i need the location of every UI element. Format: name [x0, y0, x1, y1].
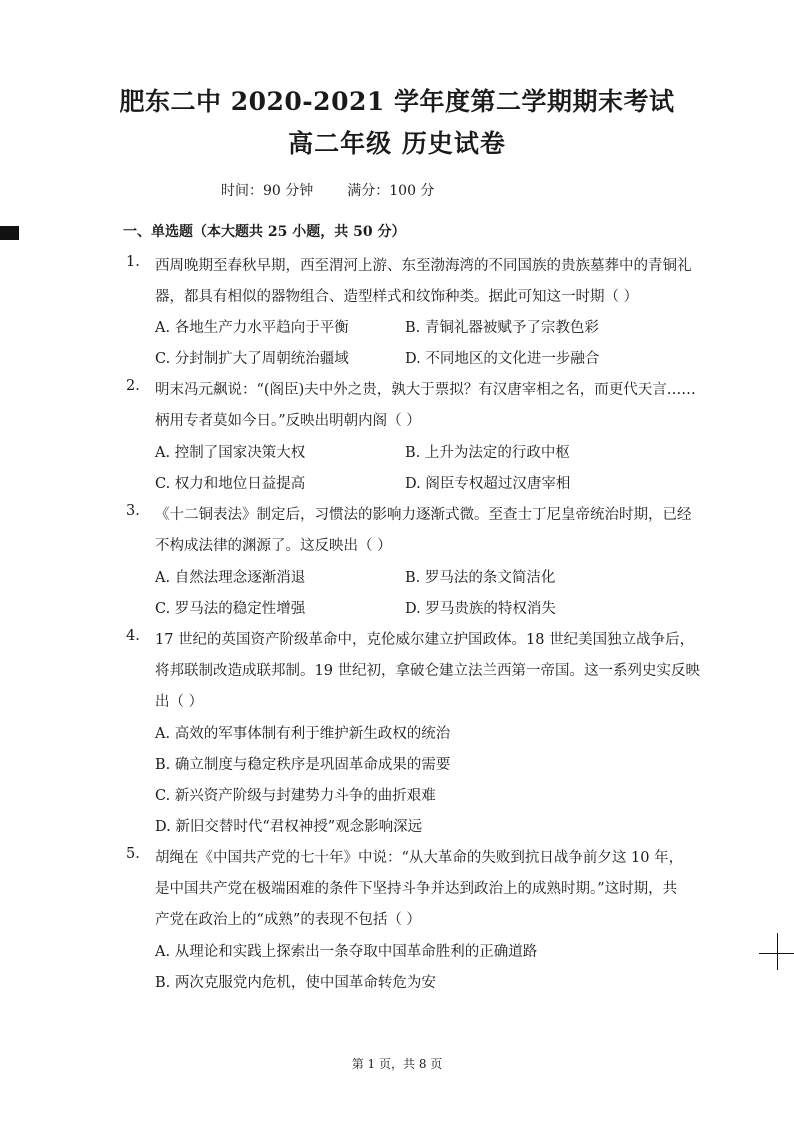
question-3-number: 3.: [126, 503, 140, 519]
question-3-option-a: A. 自然法理念逐渐消退: [155, 570, 306, 586]
crop-mark-vertical: [777, 933, 778, 970]
question-1-option-d: D. 不同地区的文化进一步融合: [405, 351, 600, 367]
question-2-number: 2.: [126, 378, 140, 394]
question-1-number: 1.: [126, 254, 140, 270]
question-4-line-3: 出（ ）: [155, 694, 204, 710]
question-2-line-1: 明末冯元飙说：“(阁臣)夫中外之贵，孰大于票拟？有汉唐宰相之名，而更代天言……: [155, 382, 696, 398]
question-3-option-c: C. 罗马法的稳定性增强: [155, 601, 306, 617]
question-4-number: 4.: [126, 628, 140, 644]
question-2-option-b: B. 上升为法定的行政中枢: [405, 445, 570, 461]
question-3-option-d: D. 罗马贵族的特权消失: [405, 601, 556, 617]
question-4-line-2: 将邦联制改造成联邦制。19 世纪初，拿破仑建立法兰西第一帝国。这一系列史实反映: [155, 663, 701, 679]
question-1-option-a: A. 各地生产力水平趋向于平衡: [155, 320, 349, 336]
question-5-option-a: A. 从理论和实践上探索出一条夺取中国革命胜利的正确道路: [155, 944, 538, 960]
question-5-number: 5.: [126, 846, 140, 862]
page-edge-marker: [0, 226, 19, 240]
section-heading: 一、单选题（本大题共 25 小题，共 50 分）: [123, 224, 406, 240]
question-4-option-b: B. 确立制度与稳定秩序是巩固革命成果的需要: [155, 757, 451, 773]
question-5-line-1: 胡绳在《中国共产党的七十年》中说：“从大革命的失败到抗日战争前夕这 10 年，: [155, 850, 684, 866]
question-3-line-1: 《十二铜表法》制定后，习惯法的影响力逐渐式微。至查士丁尼皇帝统治时期，已经: [155, 507, 692, 523]
exam-subtitle: 高二年级 历史试卷: [288, 129, 506, 158]
question-5-line-2: 是中国共产党在极端困难的条件下坚持斗争并达到政治上的成熟时期。”这时期，共: [155, 881, 678, 897]
question-2-option-c: C. 权力和地位日益提高: [155, 476, 306, 492]
exam-title: 肥东二中 2020-2021 学年度第二学期期末考试: [119, 87, 675, 116]
question-4-option-c: C. 新兴资产阶级与封建势力斗争的曲折艰难: [155, 788, 436, 804]
question-4-option-d: D. 新旧交替时代“君权神授”观念影响深远: [155, 819, 423, 835]
question-2-option-a: A. 控制了国家决策大权: [155, 445, 306, 461]
question-2-option-d: D. 阁臣专权超过汉唐宰相: [405, 476, 571, 492]
question-1-line-1: 西周晚期至春秋早期，西至渭河上游、东至渤海湾的不同国族的贵族墓葬中的青铜礼: [155, 258, 692, 274]
question-4-line-1: 17 世纪的英国资产阶级革命中，克伦威尔建立护国政体。18 世纪美国独立战争后，: [155, 632, 695, 648]
question-4-option-a: A. 高效的军事体制有利于维护新生政权的统治: [155, 726, 451, 742]
question-5-option-b: B. 两次克服党内危机，使中国革命转危为安: [155, 975, 436, 991]
page-number: 第 1 页，共 8 页: [351, 1057, 443, 1071]
question-1-line-2: 器，都具有相似的器物组合、造型样式和纹饰种类。据此可知这一时期（ ）: [155, 289, 639, 305]
question-3-option-b: B. 罗马法的条文简洁化: [405, 570, 556, 586]
question-1-option-c: C. 分封制扩大了周朝统治疆域: [155, 351, 349, 367]
question-2-line-2: 柄用专者莫如今日。”反映出明朝内阁（ ）: [155, 413, 421, 429]
question-5-line-3: 产党在政治上的“成熟”的表现不包括（ ）: [155, 912, 421, 928]
exam-meta: [221, 180, 434, 200]
exam-score: 满分：100 分: [347, 183, 435, 199]
exam-time: 时间：90 分钟: [221, 183, 314, 199]
question-1-option-b: B. 青铜礼器被赋予了宗教色彩: [405, 320, 599, 336]
question-3-line-2: 不构成法律的渊源了。这反映出（ ）: [155, 538, 392, 554]
